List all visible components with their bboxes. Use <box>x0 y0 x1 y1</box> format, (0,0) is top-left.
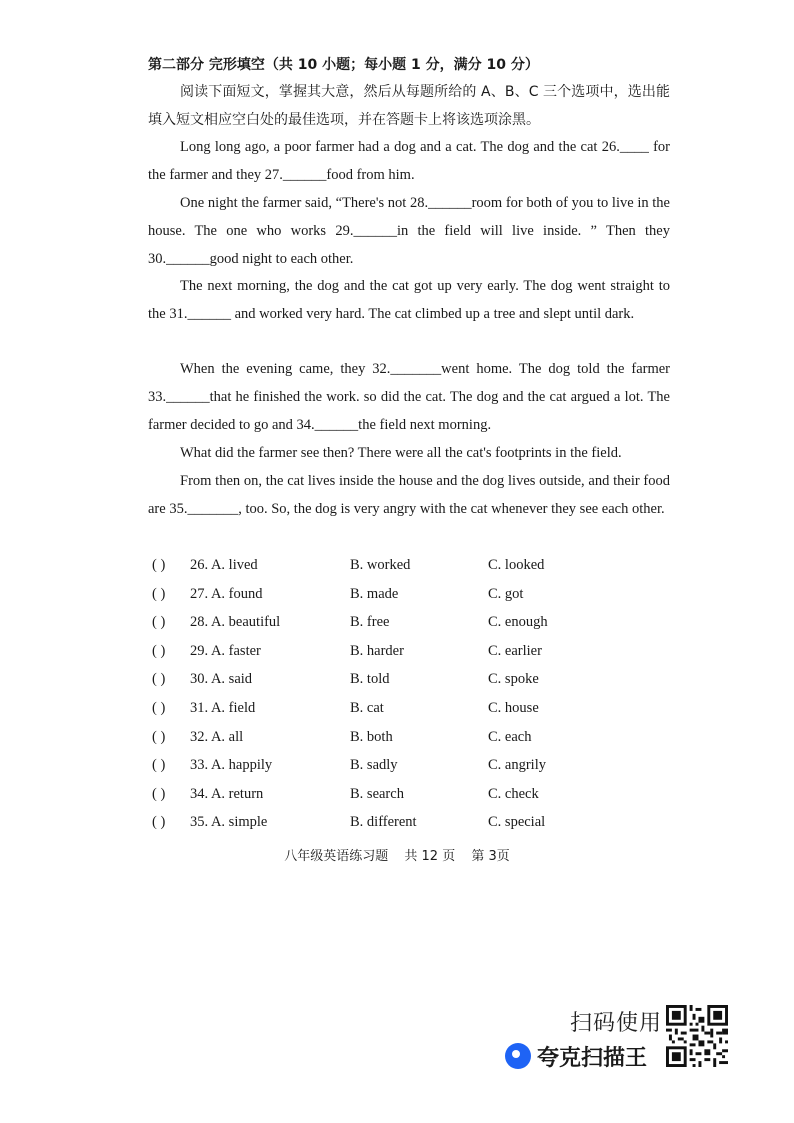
answer-blank[interactable]: ( ) <box>152 757 166 774</box>
answer-blank[interactable]: ( ) <box>152 642 166 659</box>
section-title: 第二部分 完形填空（共 10 小题；每小题 1 分，满分 10 分） <box>148 57 539 73</box>
answer-blank[interactable]: ( ) <box>152 728 166 745</box>
passage-paragraph: One night the farmer said, “There's not 28.______room for both of you to live in the house. The one who works 29.______in the field will live inside. ” Then they 30.______good night to each other. <box>148 195 670 267</box>
question-row <box>148 694 598 723</box>
option-c: C. house <box>488 699 539 716</box>
answer-blank[interactable]: ( ) <box>152 671 166 688</box>
question-row <box>148 551 598 580</box>
option-c: C. looked <box>488 557 545 573</box>
option-c: C. special <box>488 814 546 831</box>
passage-paragraph: What did the farmer see then? There were all the cat's footprints in the field. <box>180 445 622 461</box>
option-a: 26. A. lived <box>190 557 258 573</box>
footer-page-number: 第 3页 <box>471 849 510 864</box>
option-a: 31. A. field <box>190 699 256 716</box>
option-c: C. check <box>488 785 539 802</box>
question-row <box>148 808 598 837</box>
option-b: B. told <box>350 671 390 688</box>
option-a: 29. A. faster <box>190 642 261 659</box>
option-a: 33. A. happily <box>190 757 273 774</box>
answer-blank[interactable]: ( ) <box>152 699 166 716</box>
option-b: B. harder <box>350 642 404 659</box>
question-row <box>148 608 598 637</box>
option-a: 32. A. all <box>190 728 244 745</box>
option-b: B. cat <box>350 699 384 716</box>
option-a: 28. A. beautiful <box>190 614 281 631</box>
scan-to-use-label: 扫码使用 <box>570 1011 663 1036</box>
option-c: C. spoke <box>488 671 539 688</box>
question-row <box>148 780 598 809</box>
brand-name: 夸克扫描王 <box>537 1045 648 1071</box>
question-row <box>148 751 598 780</box>
option-c: C. angrily <box>488 757 546 774</box>
answer-blank[interactable]: ( ) <box>152 614 166 631</box>
option-a: 30. A. said <box>190 671 253 688</box>
answer-blank[interactable]: ( ) <box>152 585 166 602</box>
option-b: B. search <box>350 785 404 802</box>
option-b: B. sadly <box>350 757 398 774</box>
question-row <box>148 637 598 666</box>
option-a: 35. A. simple <box>190 814 268 831</box>
quark-logo-icon <box>505 1043 531 1069</box>
option-a: 34. A. return <box>190 785 264 802</box>
passage-paragraph: The next morning, the dog and the cat got up very early. The dog went straight to the 31.______ and worked very hard. The cat climbed up a tree and slept until dark. <box>148 278 670 322</box>
page-footer <box>0 845 794 864</box>
answer-blank[interactable]: ( ) <box>152 557 166 573</box>
option-c: C. got <box>488 585 524 602</box>
option-c: C. earlier <box>488 642 542 659</box>
question-options <box>148 551 598 837</box>
instructions: 阅读下面短文，掌握其大意，然后从每题所给的 A、B、C 三个选项中，选出能填入短文相应空白处的最佳选项，并在答题卡上将该选项涂黑。 <box>148 84 670 128</box>
option-c: C. each <box>488 728 532 745</box>
option-a: 27. A. found <box>190 585 263 602</box>
question-row <box>148 580 598 609</box>
option-c: C. enough <box>488 614 548 631</box>
passage-paragraph: From then on, the cat lives inside the house and the dog lives outside, and their food are 35._______, too. So, the dog is very angry with the cat whenever they see each other. <box>148 473 670 517</box>
scanner-brand <box>505 1040 647 1072</box>
passage-paragraph: Long long ago, a poor farmer had a dog and a cat. The dog and the cat 26.____ for the farmer and they 27.______food from him. <box>148 139 670 183</box>
passage-paragraph: When the evening came, they 32._______went home. The dog told the farmer 33.______that he finished the work. so did the cat. The dog and the cat argued a lot. The farmer decided to go and 34.______the field next morning. <box>148 361 670 433</box>
question-row <box>148 665 598 694</box>
qr-code-icon[interactable] <box>666 1005 728 1067</box>
option-b: B. made <box>350 585 399 602</box>
footer-total-pages: 共 12 页 <box>404 849 456 864</box>
option-b: B. free <box>350 614 390 631</box>
question-row <box>148 723 598 752</box>
footer-title: 八年级英语练习题 <box>284 849 389 864</box>
option-b: B. worked <box>350 557 411 573</box>
answer-blank[interactable]: ( ) <box>152 814 166 831</box>
option-b: B. both <box>350 728 393 745</box>
answer-blank[interactable]: ( ) <box>152 785 166 802</box>
option-b: B. different <box>350 814 417 831</box>
